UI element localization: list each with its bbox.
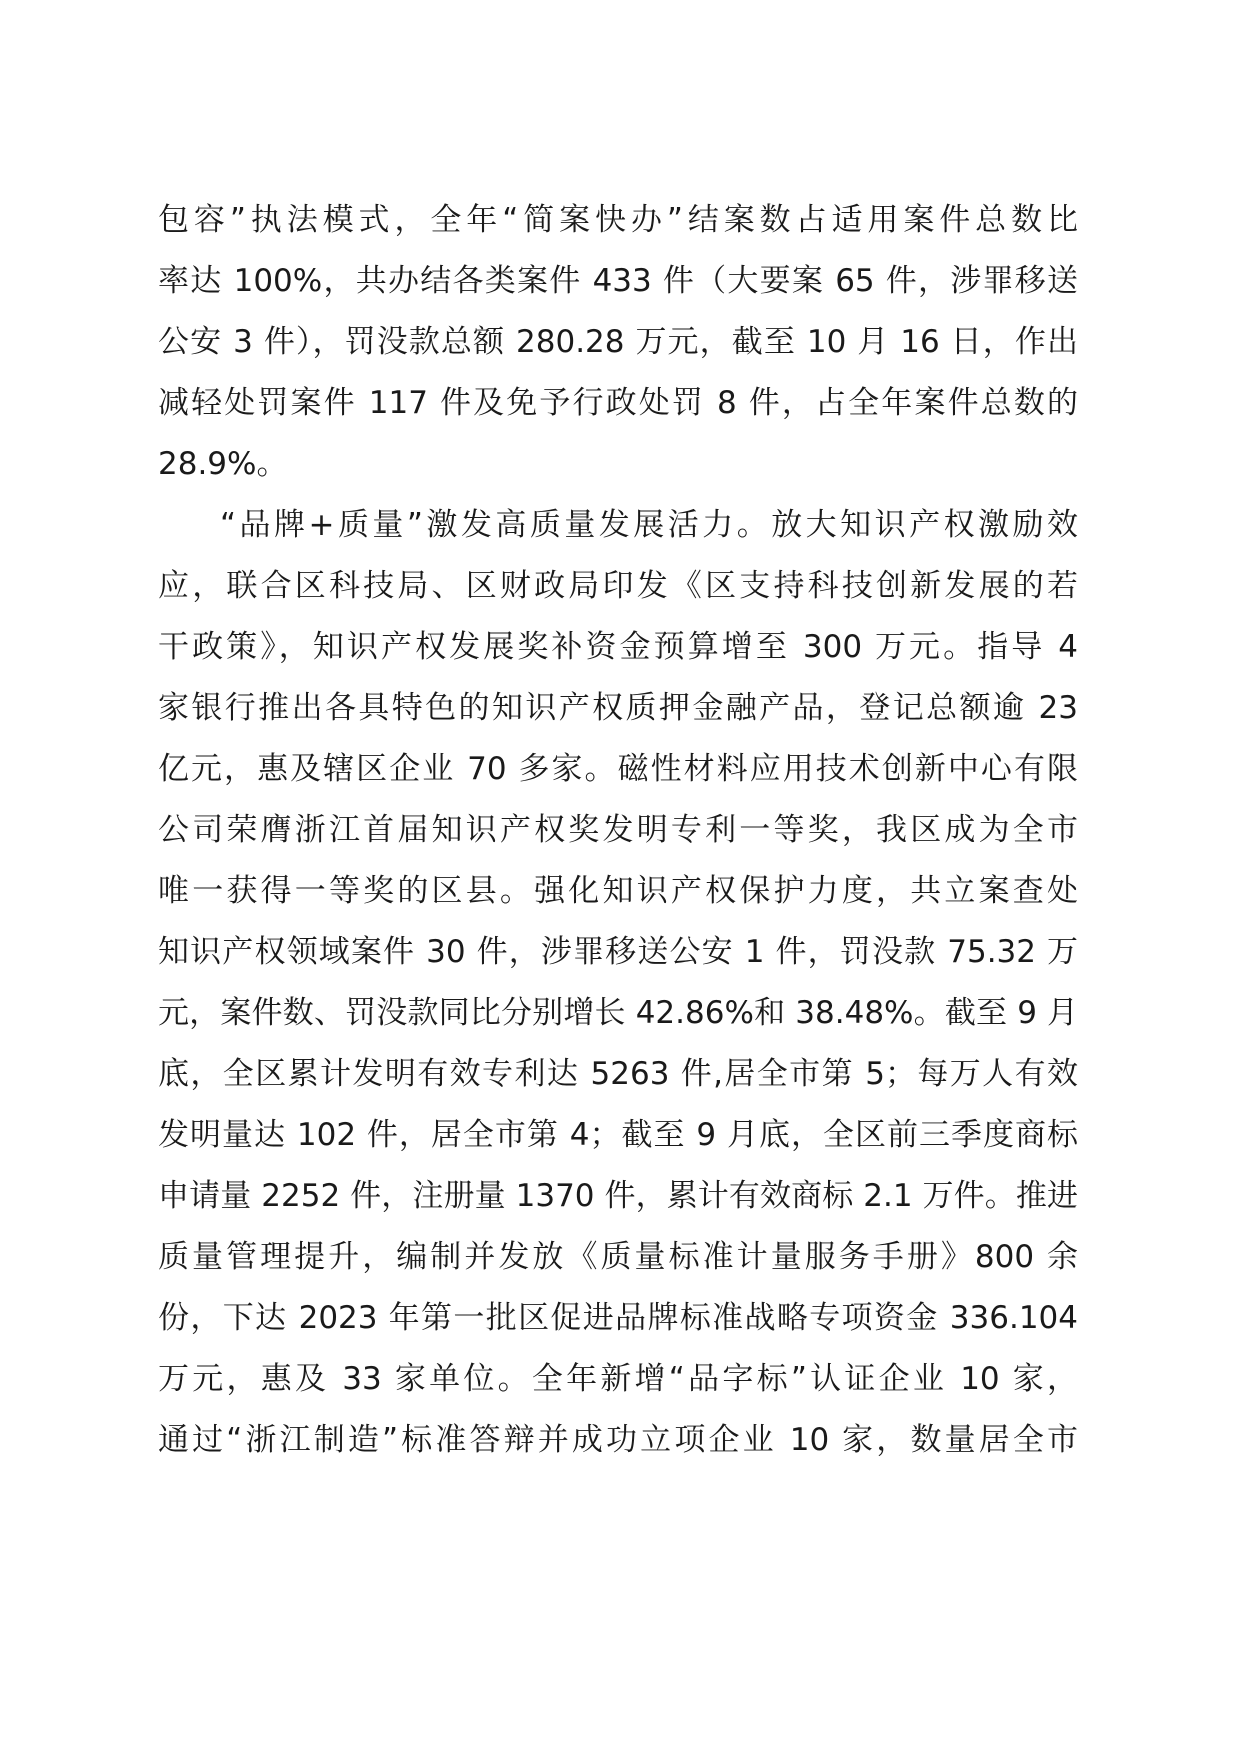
text-line: 质量管理提升，编制并发放《质量标准计量服务手册》800 余: [158, 1239, 1078, 1275]
text-line: 公司荣膺浙江首届知识产权奖发明专利一等奖，我区成为全市: [158, 812, 1078, 848]
text-line: 通过“浙江制造”标准答辩并成功立项企业 10 家，数量居全市: [158, 1422, 1078, 1458]
text-line: 发明量达 102 件，居全市第 4；截至 9 月底，全区前三季度商标: [158, 1117, 1078, 1153]
paragraph-enforcement: [158, 190, 1078, 495]
paragraph-brand-quality: [158, 495, 1078, 1471]
text-line: 申请量 2252 件，注册量 1370 件，累计有效商标 2.1 万件。推进: [158, 1178, 1078, 1214]
text-line: 率达 100%，共办结各类案件 433 件（大要案 65 件，涉罪移送: [158, 263, 1078, 299]
text-line: 唯一获得一等奖的区县。强化知识产权保护力度，共立案查处: [158, 873, 1078, 909]
text-line: 元，案件数、罚没款同比分别增长 42.86%和 38.48%。截至 9 月: [158, 995, 1078, 1031]
text-line: 知识产权领域案件 30 件，涉罪移送公安 1 件，罚没款 75.32 万: [158, 934, 1078, 970]
text-line: 家银行推出各具特色的知识产权质押金融产品，登记总额逾 23: [158, 690, 1078, 726]
text-line: 减轻处罚案件 117 件及免予行政处罚 8 件，占全年案件总数的: [158, 385, 1078, 421]
text-line: 万元，惠及 33 家单位。全年新增“品字标”认证企业 10 家，: [158, 1361, 1078, 1397]
text-line: 公安 3 件），罚没款总额 280.28 万元，截至 10 月 16 日，作出: [158, 324, 1078, 360]
text-line: 亿元，惠及辖区企业 70 多家。磁性材料应用技术创新中心有限: [158, 751, 1078, 787]
text-line: 份，下达 2023 年第一批区促进品牌标准战略专项资金 336.104: [158, 1300, 1078, 1336]
text-line: 底，全区累计发明有效专利达 5263 件,居全市第 5；每万人有效: [158, 1056, 1078, 1092]
text-line: 干政策》，知识产权发展奖补资金预算增至 300 万元。指导 4: [158, 629, 1078, 665]
text-line: 28.9%。: [158, 446, 288, 482]
paragraph-first-line: “品牌+质量”激发高质量发展活力。放大知识产权激励效: [220, 507, 1078, 543]
text-line: 包容”执法模式，全年“简案快办”结案数占适用案件总数比: [158, 202, 1078, 238]
body-text: [158, 190, 1078, 1471]
text-line: 应，联合区科技局、区财政局印发《区支持科技创新发展的若: [158, 568, 1078, 604]
